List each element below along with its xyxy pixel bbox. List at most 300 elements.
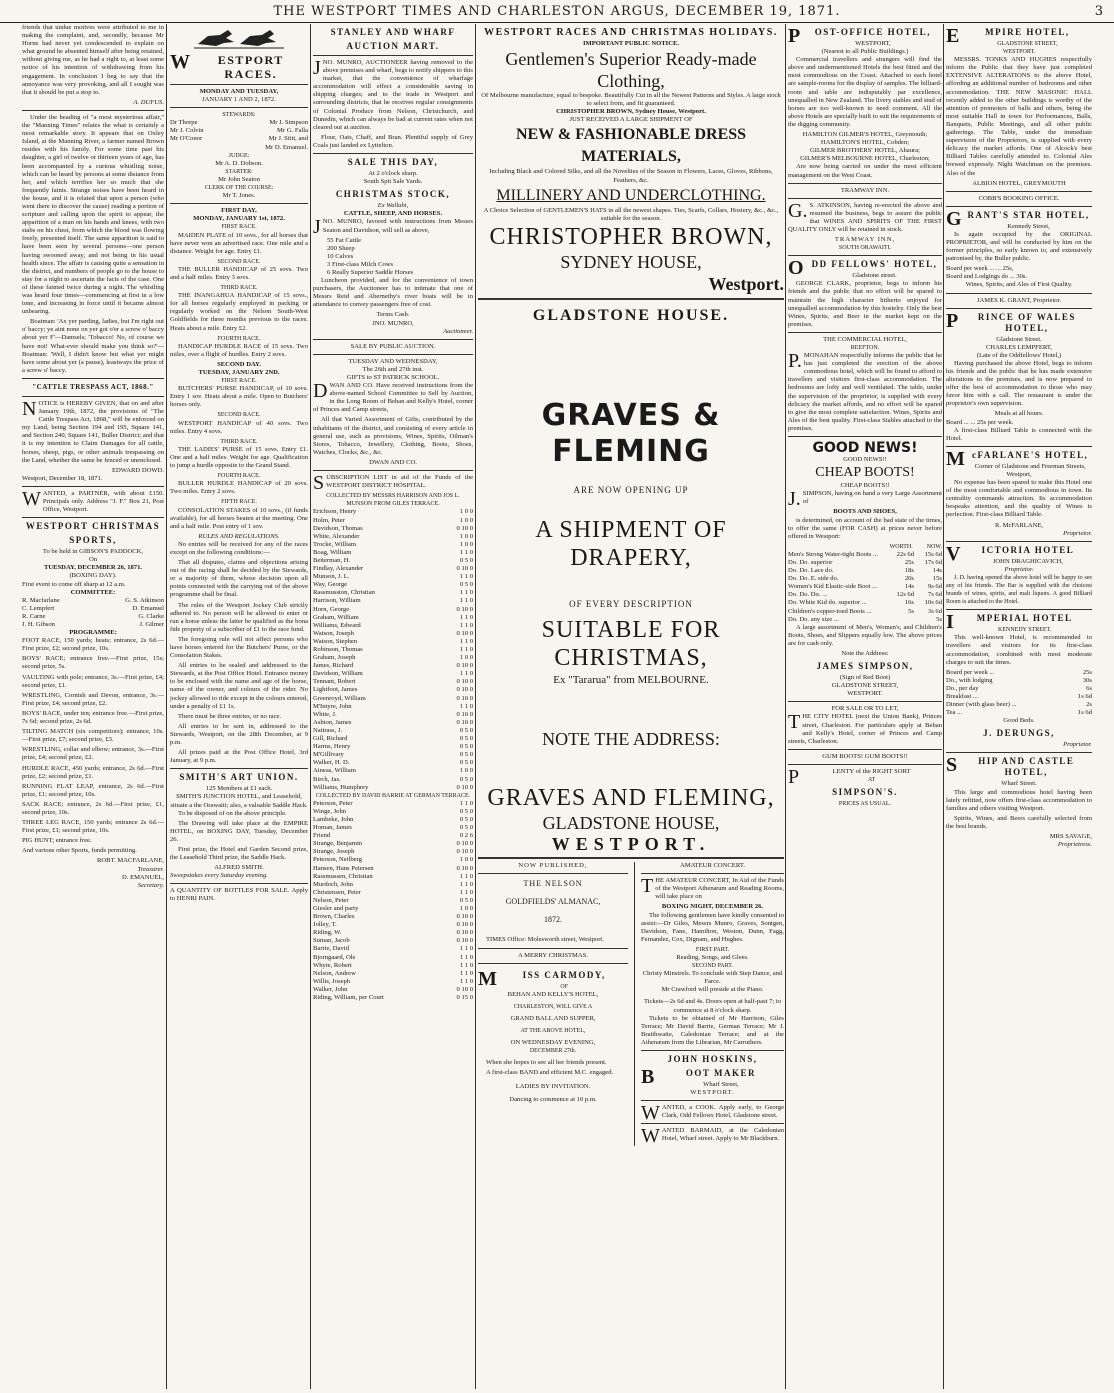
list-row	[788, 591, 942, 599]
programme-item: PIG HUNT; entrance free.	[22, 837, 92, 845]
row-value: 18s	[904, 567, 914, 575]
prince-wales-heading: PRINCE OF WALES HOTEL,	[946, 309, 1076, 333]
programme-item: And various other Sports, funds permitting.	[22, 847, 137, 855]
row-value: 0 5 0	[459, 726, 473, 734]
post-office-hotels: HAMILTON GILMER'S HOTEL, Greymouth; HAMILTON'S HOTEL, Cobden; GILMER BROTHERS' HOTEL, Ahaura; GILMER'S MELBOURNE HOTEL, Charleston;	[800, 131, 930, 163]
programme-item: SACK RACE; entrance, 2s 6d.—First prize, £1, second prize, 10s.	[22, 800, 164, 816]
dress-heading: NEW & FASHIONABLE DRESS MATERIALS,	[515, 126, 747, 166]
simpson-body2: is determined, on account of the bad state of the times, to offer the same (FOR CASH) at prices never before offered in Westport:	[788, 516, 942, 540]
list-row	[313, 840, 473, 848]
committee-row: C. Lempfert D. Emanuel	[22, 604, 164, 612]
empire-town: WESTPORT.	[1002, 49, 1036, 56]
row-value: 7s 6d	[927, 591, 942, 599]
row-value: 1 1 0	[459, 872, 473, 880]
row-label: White, Alexander	[313, 532, 360, 540]
subscription-list	[313, 508, 473, 791]
auction-dates: The 26th and 27th inst.	[362, 365, 424, 373]
list-row	[788, 583, 942, 591]
prince-wales-billiard: A first-class Billiard Table is connected with the Hotel.	[946, 426, 1092, 442]
race-entry: BULLER HURDLE HANDICAP of 20 sovs. Two miles. Entry 2 sovs.	[170, 480, 308, 496]
subscription-list	[313, 800, 473, 1002]
stock-ship: Ex Wallabi,	[377, 202, 409, 210]
list-row	[313, 800, 473, 808]
cobb-office: COBB'S BOOKING OFFICE.	[978, 194, 1060, 202]
list-row	[313, 719, 473, 727]
row-label: Boag, William	[313, 548, 352, 556]
art-union-prizes: First prize, the Hotel and Garden Second prize, the Leasehold Third prize, the Saddle Hack.	[170, 845, 308, 862]
list-row	[313, 549, 473, 557]
row-value: 0 10 0	[456, 921, 473, 929]
list-row	[313, 913, 473, 921]
mcfarlane-body: No expense has been spared to make this Hotel one of the most comfortable and commodious in town. Its centrality commands attraction. Its accommodation bespeaks attention, and the quality of Wines is perfection. First-class Billiard Table.	[946, 479, 1092, 519]
row-label: Strange, Benjamin	[313, 840, 363, 848]
tramway-place: SOUTH ORAWAITI.	[838, 245, 892, 252]
concert-tickets: Tickets—2s 6d and 4s. Doors open at half-past 7; to commence at 8 o'clock sharp.	[643, 998, 782, 1014]
list-row	[313, 962, 473, 970]
imperial-street: KENNEDY STREET.	[997, 627, 1052, 634]
graves-fleming-logo: GRAVES & FLEMING	[541, 397, 721, 469]
row-value: 0 10 0	[456, 710, 473, 718]
stewards-row: Dr Thorpe Mr J. Simpson	[170, 119, 308, 127]
concert-part2-heading: SECOND PART.	[692, 963, 733, 970]
row-label: Davidson, Thomas	[313, 524, 363, 532]
row-value: 1 1 0	[459, 621, 473, 629]
row-label: Women's Kid Elastic-side Boot ...	[788, 583, 878, 591]
row-value: 14s	[932, 567, 942, 575]
simpson-name: JAMES SIMPSON,	[816, 661, 914, 672]
dwan-advert: DWAN AND CO. Have received instructions from the above-named School Committee to Sell by Auction, in the Long Room of Behan and Kelly's Hotel, corner of Princes and Camp streets,	[313, 380, 473, 414]
stewards-row: Mr J. Colvin Mr G. Falla	[170, 127, 308, 135]
races-days: MONDAY AND TUESDAY,	[199, 88, 279, 95]
simpson-large: A large assortment of Men's, Women's, and Children's Boots, Shoes, and Slippers equally low. The above prices are for cash only.	[788, 623, 942, 647]
carmody-date: DECEMBER 27th.	[529, 1048, 577, 1055]
row-value: 0 5 0	[459, 815, 473, 823]
gladstone-house-heading: GLADSTONE HOUSE.	[532, 306, 730, 324]
holidays-heading: WESTPORT RACES AND CHRISTMAS HOLIDAYS.	[484, 27, 778, 38]
post-office-town: WESTPORT,	[855, 40, 891, 47]
list-row	[313, 533, 473, 541]
row-label: Lambeke, John	[313, 815, 354, 823]
ship-castle-street: Wharf Street.	[1001, 780, 1037, 788]
row-label: Graham, Joseph	[313, 654, 356, 662]
list-row	[313, 848, 473, 856]
row-value: 1 1 0	[459, 961, 473, 969]
munro-signature: JNO. MUNRO,	[372, 319, 414, 327]
row-value: 2s	[1086, 701, 1092, 709]
concert-assist: The following gentlemen have kindly consented to assist:—Dr Giles, Messrs Munro, Graves, Sontgen, Davidson, Fane, Hamilton, Weston, Dunn, Fagg, Fernandez, Cox, Dignam, and Hughes.	[641, 911, 784, 943]
programme-item: WRESTLING, Cornish and Devon, entrance, 3s.—First prize, £4; second prize, £2.	[22, 691, 164, 707]
row-label: Brown, Charles	[313, 913, 355, 921]
list-row	[313, 541, 473, 549]
row-value: 0 10 0	[456, 840, 473, 848]
row-value: 0 10 0	[456, 783, 473, 791]
concert-body: THE AMATEUR CONCERT, In Aid of the Funds of the Westport Athenæum and Reading Rooms, will take place on	[641, 875, 784, 901]
prince-wales-owner: CHARLES LEMPFERT,	[985, 343, 1053, 351]
imperial-price-list	[946, 669, 1092, 718]
lower-adverts	[478, 862, 784, 1146]
row-value: 0 5 0	[459, 824, 473, 832]
grant-street: Kennedy Street,	[1007, 222, 1050, 230]
programme-item: FOOT RACE, 150 yards; heats; entrance, 2s 6d.—First prize, £2; second prize, 10s.	[22, 637, 164, 653]
column-rule	[475, 24, 476, 1389]
sports-subheading: SPORTS,	[69, 535, 117, 546]
row-label: Breakfast ...	[946, 693, 978, 700]
row-value: 0 10 0	[456, 864, 473, 872]
christmas-heading: SUITABLE FOR CHRISTMAS,	[541, 617, 721, 672]
dress-intro: JUST RECEIVED A LARGE SHIPMENT OF	[569, 116, 693, 124]
row-label: Aineas, William	[313, 767, 356, 775]
committee-list	[22, 597, 164, 629]
mcfarlane-title: Proprietor.	[1063, 529, 1092, 537]
committee-heading: COMMITTEE:	[70, 588, 116, 596]
row-value	[886, 616, 914, 624]
list-row	[313, 889, 473, 897]
row-value: 0 10 0	[456, 678, 473, 686]
tramway-sign: TRAMWAY INN,	[834, 236, 896, 244]
starter-name: Mr John Seaton	[218, 175, 260, 183]
sports-start: First event to come off sharp at 12 a.m.	[22, 580, 126, 588]
clothing-heading: Gentlemen's Superior Ready-made Clothing,	[505, 49, 757, 92]
row-value: 0 5 0	[459, 807, 473, 815]
almanac-published: NOW PUBLISHED,	[518, 862, 588, 870]
commercial-body: P.MONAHAN respectfully informs the public that he has just completed the erection of the above commodious hotel, which will be found to afford to travellers and visitors first-class accommodation. The bedrooms are lofty and well ventilated. The table, under the supervision of the proprietor, is supplied with every delicacy the market affords, and no effort will be spared to give the most complete satisfaction. Wines, Spirits and Ales of the best quality. First-class Stables attached to the premises.	[788, 350, 942, 432]
row-value: 16s	[904, 599, 914, 607]
hoskins-name: JOHN HOSKINS,	[667, 1054, 758, 1064]
concert-part2: Christy Minstrels. To conclude with Step Dance, and Farce.	[642, 970, 783, 986]
carmody-friends: When she hopes to see all her friends present.	[486, 1059, 607, 1067]
list-row	[313, 832, 473, 840]
post-office-end: Are now being carried on under the most efficient management on the West Coast.	[788, 163, 942, 179]
plenty-simpson: SIMPSON'S.	[832, 787, 898, 798]
row-value: 14s	[904, 583, 914, 591]
note-address: NOTE THE ADDRESS:	[542, 729, 720, 750]
list-row	[313, 873, 473, 881]
empire-body: MESSRS. TONKS AND HUGHES respectfully inform the Public that they have just completed EXTENSIVE ALTERATIONS to the above Hotel, affording an additional number of bedrooms and other accommodation. THE NEW MASONIC HALL recently added to the other buildings is worthy of the attention of promoters of balls and others, being the most suitable Hall in town for Performances, Balls, Banquets, Public Meetings, and all other public gatherings. The Table, under the immediate supervision of the Proprietors, is supplied with every delicacy the market affords. One of Alcock's best Billiard Tables carefully attended to. Colonial Ales brewed expressly. Night Watchman on the premises. Also of the	[946, 56, 1092, 177]
tararua-text: Ex "Tararua" from MELBOURNE.	[553, 674, 709, 687]
list-row	[313, 921, 473, 929]
stock-kind: CATTLE, SHEEP, AND HORSES.	[343, 210, 443, 218]
row-value: 30s	[1082, 676, 1092, 684]
programme-item: BOYS' RACE; entrance free.—First prize, 15s; second prize, 5s.	[22, 655, 164, 671]
prince-wales-meals: Meals at all hours.	[994, 410, 1044, 418]
day1-date: MONDAY, JANUARY 1st, 1872.	[193, 215, 285, 223]
column-2	[170, 24, 308, 1389]
cheap-boots-sub: CHEAP BOOTS!!	[840, 482, 890, 490]
brown-town: Westport.	[708, 273, 784, 294]
page-number: 3	[1094, 4, 1104, 19]
grant-signature: JAMES K. GRANT, Proprietor.	[976, 296, 1062, 304]
row-value: 10s 6d	[924, 599, 942, 607]
row-value: 0 5 0	[459, 735, 473, 743]
row-value: 22s 6d	[896, 550, 914, 558]
list-row	[788, 575, 942, 583]
row-label: Williams, Edward	[313, 621, 361, 629]
row-value: 1 1 0	[459, 589, 473, 597]
simpson-body: J.SIMPSON, having on hand a very Large Assortment of	[788, 488, 942, 511]
auction-gifts: GIFTS to ST PATRICK SCHOOL.	[346, 374, 440, 381]
row-value: 0 10 0	[456, 662, 473, 670]
list-row	[313, 937, 473, 945]
almanac-column	[478, 862, 628, 1146]
concert-obtain: Tickets to be obtained of Mr Harrison, Giles Terrace; Mr David Barrie, German Terrace; Mr J. Braithwaite, Caledonian Terrace; and at the Athenæum from the Librarian, Mr Carruthers.	[641, 1014, 784, 1046]
row-value: 1 0 0	[459, 516, 473, 524]
row-value: 0 10 0	[456, 985, 473, 993]
art-union-draw: The Drawing will take place at the EMPIRE HOTEL, on BOXING DAY, Tuesday, December 26.	[170, 819, 308, 843]
odd-fellows-body: GEORGE CLARK, proprietor, begs to inform his friends and the public that no effort will be spared to maintain the high character hitherto enjoyed for unequalled accommodation by this hostelry. Only the best Wines, Spirits, and Beer in the market kept on the premises.	[788, 280, 942, 328]
letter-signature: A. DUFUS.	[133, 98, 164, 106]
sports-boxing-day: (BOXING DAY).	[69, 572, 117, 580]
victoria-body: J. D. having opened the above hotel will be happy to see any of his friends. The Bar is supplied with the choicest brands of wines, spirits, and malt liquors. A good Billiard Room is attached to the Hotel.	[946, 574, 1092, 606]
graves-fleming-address: GRAVES AND FLEMING,	[487, 785, 775, 812]
programme-item: RUNNING FLAT LEAP, entrance, 2s 6d.—First prize, £1; second prize, 10s.	[22, 782, 164, 798]
grant-heading: GRANT'S STAR HOTEL,	[946, 207, 1090, 230]
row-value: 1 0 0	[459, 654, 473, 662]
wharf-advert: JNO. MUNRO, AUCTIONEER having removed to the above premises and wharf, begs to notify shippers to this market, that the convenience of wharfage accommodation will effect a considerable saving in shipping charges; and to the trade in Westport and surrounding districts, that he receives regular consignments of Colonial Produce from Nelson, Christchurch, and Dunedin, which can always be had at current rates when not cleared out at auction.	[313, 57, 473, 131]
row-value: 1 1 0	[459, 969, 473, 977]
post-office-note: (Nearest to all Public Buildings.)	[821, 48, 909, 56]
gum-boots: GUM BOOTS! GUM BOOTS!!	[822, 752, 908, 760]
committee-row: J. H. Gibson J. Gilmer	[22, 621, 164, 628]
list-row	[313, 767, 473, 775]
carmody-ladies: LADIES BY INVITATION.	[515, 1083, 591, 1091]
row-value: 1 1 0	[459, 880, 473, 888]
odd-fellows-heading: ODD FELLOWS' HOTEL,	[788, 257, 938, 280]
art-union-sweepstakes: Sweepstakes every Saturday evening.	[170, 872, 268, 880]
carmody-at: AT THE ABOVE HOTEL,	[520, 1027, 586, 1034]
row-label: Riding, W.	[313, 929, 342, 937]
row-label: Children's copper-toed Boots ...	[788, 607, 872, 615]
day2-heading: SECOND DAY.	[217, 360, 261, 368]
carmody-on: ON WEDNESDAY EVENING,	[510, 1039, 596, 1047]
row-label: Strange, Joseph	[313, 848, 355, 856]
row-label: Men's Strong Water-tight Boots ...	[788, 550, 878, 558]
simpson-price-header: WORTH. NOW.	[889, 543, 942, 550]
art-union-body: SMITH'S JUNCTION HOTEL, and Leasehold, situate a the Orawaiti; also, a valuable Saddle Hack.	[170, 793, 308, 809]
row-value: 0 5 0	[459, 775, 473, 783]
race-entry: MAIDEN PLATE of 10 sovs., for all horses that have never won an advertised race. One mile and a distance. Weight for age. Entry £1.	[170, 231, 308, 255]
row-value: 5s	[936, 615, 942, 623]
list-row	[313, 686, 473, 694]
row-label: Do. Do. Lace do.	[788, 567, 834, 575]
row-label: Friend	[313, 832, 331, 840]
row-value: 1 0 0	[459, 532, 473, 540]
list-row	[313, 808, 473, 816]
row-label: James, Richard	[313, 662, 354, 670]
art-union-dispose: To be disposed of on the above principle.	[178, 809, 287, 817]
carmody-dance: Dancing to commence at 10 p.m.	[509, 1095, 597, 1103]
row-label: Harms, Henry	[313, 743, 351, 751]
starter-heading: STARTER:	[225, 168, 253, 175]
programme-item: HURDLE RACE, 450 yards; entrance, 2s 6d.—First prize, £2; second prize, £1.	[22, 764, 164, 780]
victoria-owner: JOHN DRAGHICAVICH,	[992, 557, 1064, 565]
sports-signature-title: Secretary.	[137, 881, 164, 889]
row-label: Murdoch, John	[313, 880, 353, 888]
column-3	[313, 24, 473, 1389]
list-row	[313, 824, 473, 832]
row-label: Lightfoot, James	[313, 686, 358, 694]
row-label: Robinson, Thomas	[313, 646, 363, 653]
list-row	[313, 622, 473, 630]
clerk-heading: CLERK OF THE COURSE:	[204, 185, 274, 192]
cattle-act-date: Westport, December 18, 1871.	[22, 474, 103, 482]
race-entry: THE INANGAHUA HANDICAP of 15 sovs., for all horses regularly employed in packing or regularly worked on the Nelson South-West Goldfields for three months previous to the races. Heats about a mile. Entry £2.	[170, 292, 308, 332]
row-label: Watson, Stephen	[313, 637, 358, 645]
subscription-collected: COLLECTED BY DAVID BARRIE AT GERMAN TERRACE.	[315, 792, 471, 799]
millinery-body: A Choice Selection of GENTLEMEN'S HATS in all the newest shapes. Ties, Scarfs, Collars, Hosiery, &c., &c., suitable for the season.	[483, 206, 779, 222]
programme-item: TILTING MATCH (six competitors); entrance, 10s.—First prize, £7; second prize, £3.	[22, 728, 164, 744]
brown-name: CHRISTOPHER BROWN,	[489, 223, 773, 250]
mcfarlane-heading: McFARLANE'S HOTEL,	[946, 447, 1089, 470]
row-value: 25s	[1082, 668, 1092, 676]
ship-castle-signature: MRS SAVAGE,	[1049, 833, 1092, 841]
sports-on: On	[88, 556, 98, 564]
row-label: Bjorngaard, Ole	[313, 953, 356, 961]
column-1	[22, 24, 164, 1389]
row-value: 0 10 0	[456, 605, 473, 613]
column-rule	[785, 24, 786, 1389]
programme-list	[22, 637, 164, 855]
row-label: Do., with lodging	[946, 676, 993, 684]
row-label: M'Intyre, John	[313, 702, 352, 710]
almanac-title: GOLDFIELDS' ALMANAC,	[505, 897, 601, 907]
imperial-title: Proprietor.	[1063, 741, 1092, 749]
cattle-act-signature: EDWARD DOWD.	[111, 466, 164, 474]
sports-signature-title: Treasurer.	[137, 865, 164, 873]
row-label: Tea ...	[946, 709, 963, 717]
hoskins-trade: BOOT MAKER	[641, 1066, 756, 1088]
column-rule	[943, 24, 944, 1389]
list-row	[313, 905, 473, 913]
dwan-items: All that Varied Assortment of Gifts, contributed by the inhabitants of the district, and consisting of every article in general use, such as provisions, Wines, Spirits, Oilman's Stores, Tobacco, Jewellery, Clothing, Boots, Shoes, Watches, Clocks, &c., &c.	[313, 416, 473, 456]
programme-item: THREE LEG RACE, 150 yards; entrance 2s 6d.—First prize, £1; second prize, 10s.	[22, 819, 164, 835]
dwan-signature: DWAN AND CO.	[369, 458, 417, 466]
row-label: Jolley, T.	[313, 921, 337, 929]
masthead	[0, 0, 1114, 23]
shipment-heading: A SHIPMENT OF DRAPERY,	[535, 516, 727, 571]
simpson-sign: (Sign of Red Boot)	[839, 674, 891, 682]
art-union-signature: ALFRED SMITH.	[214, 864, 264, 872]
list-row	[788, 599, 942, 607]
row-label: Holm, Peter	[313, 516, 345, 524]
row-label: Gill, Richard	[313, 735, 348, 743]
list-row	[313, 865, 473, 873]
list-row	[313, 517, 473, 525]
grant-board: Board per week ... ... 25s,	[946, 265, 1014, 273]
row-label: Whyte, Robert	[313, 961, 352, 969]
tramway-body: G.S. ATKINSON, having re-erected the above and resumed the business, begs to assure the public that WINES AND SPIRITS OF THE FIRST QUALITY ONLY will be retained in stock.	[788, 199, 942, 233]
good-news-sub: GOOD NEWS!!	[843, 456, 887, 464]
row-value: 0 5 0	[459, 556, 473, 564]
subscription-heading: SUBSCRIPTION LIST in aid of the Funds of the WESTPORT DISTRICT HOSPITAL.	[313, 472, 473, 495]
race-entry: THE LADIES' PURSE of 15 sovs. Entry £1. One and a half miles. Weight for age. Qualification to jump a hurdle opposite to the Grand Stand.	[170, 445, 308, 470]
column-rule	[310, 24, 311, 1389]
row-value: 17s 6d	[924, 558, 942, 566]
list-row	[313, 581, 473, 589]
grant-wines: Wines, Spirits, and Ales of First Quality.	[965, 281, 1073, 289]
row-value: 1 1 0	[459, 670, 473, 678]
stewards-list	[170, 119, 308, 151]
odd-fellows-street: Gladstone street.	[852, 272, 897, 280]
row-value: 6s	[1086, 684, 1092, 692]
simpson-boots: BOOTS AND SHOES,	[833, 508, 897, 516]
munro-terms: Terms Cash.	[376, 311, 410, 319]
race-entry: CONSOLATION STAKES of 10 sovs., (if funds available), for all horses beaten at the meeting. One and a half mile. Post entry of 1 sov.	[170, 506, 308, 530]
row-value: 0 10 0	[456, 686, 473, 694]
empire-street: GLADSTONE STREET,	[997, 41, 1058, 47]
row-value: 12s 6d	[896, 591, 914, 599]
column-6	[946, 24, 1092, 1389]
cattle-act-heading: "CATTLE TRESPASS ACT, 1868."	[32, 382, 154, 391]
almanac-the: THE NELSON	[523, 879, 583, 889]
row-label: Williams, Humphrey	[313, 783, 369, 791]
simpson-price-list	[788, 551, 942, 624]
judge-heading: JUDGE:	[228, 152, 250, 159]
day1-races: FIRST RACE. MAIDEN PLATE of 10 sovs., for all horses that have never won an advertised race. One mile and a distance. Weight for age. Entry £1. SECOND RACE. THE BULLER HANDICAP of 25 sovs. Two and a half miles. Entry 3 sovs. THIRD RACE. THE INANGAHUA HANDICAP of 15 sovs., for all horses regularly employed in packing or regularly worked on the Nelson South-West Goldfields for three months previous to the races. Heats about a mile. Entry £2. FOURTH RACE. HANDICAP HURDLE RACE of 15 sovs. Two miles, over a flight of hurdles. Entry 2 sovs.	[170, 224, 308, 358]
row-label: Watson, Joseph	[313, 629, 354, 637]
row-label: Walker, John	[313, 985, 348, 993]
list-row	[946, 709, 1092, 717]
subscription-collected: COLLECTED BY MESSRS HARRISON AND JOS L. MUNSON FROM GILES TERRACE.	[326, 493, 460, 508]
day2-races: FIRST RACE. BUTCHERS' PURSE HANDICAP, of 10 sovs. Entry 1 sov. Heats about a mile. Open to Butchers' horses only. SECOND RACE. WESTPORT HANDICAP of 40 sovs. Two miles. Entry 4 sovs. THIRD RACE. THE LADIES' PURSE of 15 sovs. Entry £1. One and a half miles. Weight for age. Qualification to jump a hurdle opposite to the Grand Stand. FOURTH RACE. BULLER HURDLE HANDICAP of 20 sovs. Two miles. Entry 2 sovs. FIFTH RACE. CONSOLATION STAKES of 10 sovs., (if funds available), for all horses beaten at the meeting. One and a half mile. Post entry of 1 sov.	[170, 378, 308, 530]
victoria-heading: VICTORIA HOTEL	[946, 542, 1075, 565]
barmaid-advert: WANTED BARMAID, at the Caledonian Hotel, Wharf street. Apply to Mr Blackburn.	[641, 1125, 784, 1148]
row-label: Nattrass, J.	[313, 726, 343, 734]
row-label: Horn, George	[313, 605, 350, 613]
sports-date: TUESDAY, DECEMBER 26, 1871.	[43, 564, 143, 572]
list-row	[313, 525, 473, 533]
stewards-heading: STEWARDS:	[222, 112, 256, 119]
list-row	[313, 695, 473, 703]
carmody-ball: GRAND BALL AND SUPPER,	[510, 1014, 596, 1022]
row-value: 0 10 0	[456, 848, 473, 856]
row-value: 0 15 0	[456, 994, 473, 1002]
post-office-heading: POST-OFFICE HOTEL,	[788, 25, 931, 47]
row-value: 1 1 0	[459, 646, 473, 653]
row-value: 0 5 0	[459, 896, 473, 904]
row-value: 1 1 0	[459, 977, 473, 985]
races-heading: WESTPORT RACES.	[170, 51, 284, 81]
row-label: Board per week ...	[946, 668, 995, 676]
munro-title: Auctioneer.	[443, 327, 473, 335]
list-row	[313, 978, 473, 986]
list-row	[788, 551, 942, 559]
row-label: Davidson, William	[313, 670, 363, 678]
wharf-subheading: AUCTION MART.	[346, 41, 440, 51]
row-value: 0 10 0	[456, 694, 473, 702]
row-value: 1 1 0	[459, 953, 473, 961]
list-row	[313, 573, 473, 581]
row-value: 0 10 0	[456, 565, 473, 573]
row-value: 1s 6d	[1077, 693, 1092, 700]
row-label: Findlay, Alexander	[313, 565, 364, 573]
row-label: Birch, Jas.	[313, 775, 341, 783]
list-row	[313, 816, 473, 824]
list-row	[946, 669, 1092, 677]
stock-heading: CHRISTMAS STOCK,	[335, 189, 451, 200]
sale-heading: SALE THIS DAY,	[347, 157, 439, 168]
holidays-subheading: IMPORTANT PUBLIC NOTICE.	[582, 40, 680, 47]
row-value: 1 0 0	[459, 767, 473, 775]
row-value: 0 5 0	[459, 751, 473, 759]
brown-house: SYDNEY HOUSE,	[560, 251, 702, 272]
clothing-signature: CHRISTOPHER BROWN, Sydney House, Westport.	[556, 108, 706, 116]
prince-wales-body: Having purchased the above Hotel, begs to inform his friends and the public that he has made extensive alterations to the premises, and is now prepared to offer the best of accommodation to those who may favor him with a call. The restaurant is under the proprietor's own supervision.	[946, 359, 1092, 408]
sports-venue: To be held in GIBSON'S PADDOCK,	[42, 548, 144, 556]
westport-address: WESTPORT.	[551, 834, 711, 855]
row-label: Tennant, Robert	[313, 678, 356, 686]
city-hotel-body: THE CITY HOTEL (next the Union Bank), Princes street, Charleston. For particulars apply at Behan and Kelly's Hotel, corner of Princes and Camp streets, Charleston.	[788, 711, 942, 745]
row-label: Winge, John	[313, 807, 347, 815]
